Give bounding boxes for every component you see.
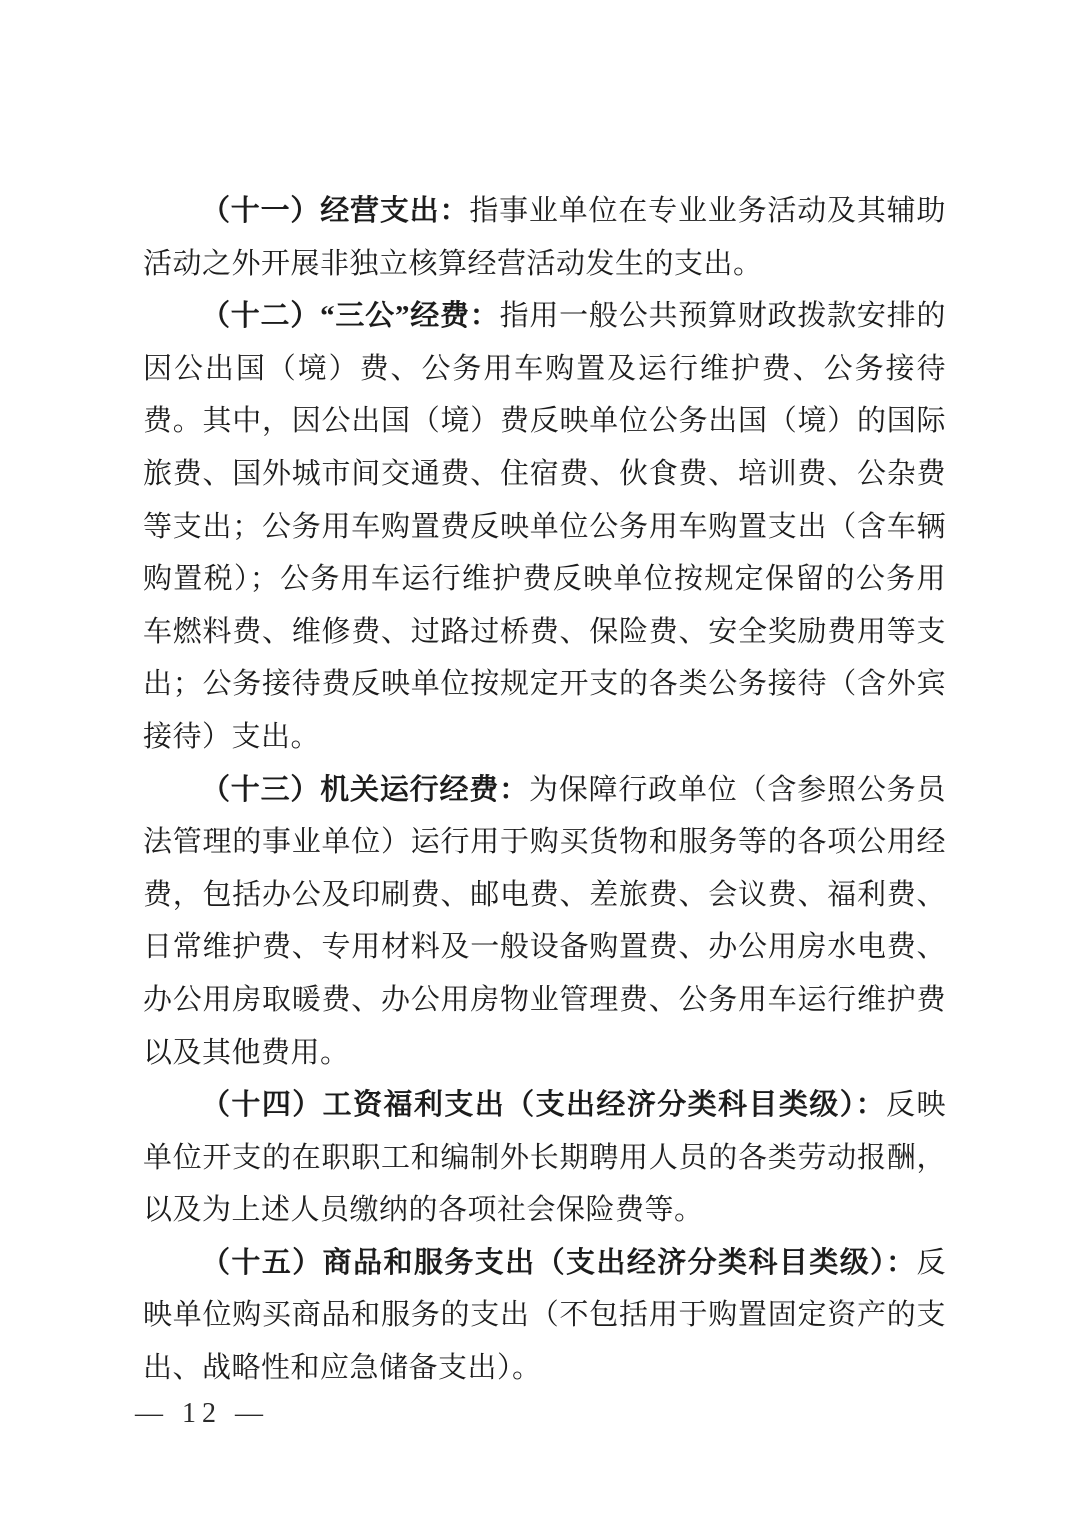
paragraph-item-13 (143, 764, 946, 1080)
document-body (143, 185, 946, 1395)
paragraph-item-14 (143, 1079, 946, 1237)
paragraph-lead: （十五）商品和服务支出（支出经济分类科目类级）： (201, 1246, 917, 1279)
paragraph-body: 指事业单位在专业业务活动及其辅助活动之外开展非独立核算经营活动发生的支出。 (143, 195, 946, 280)
paragraph-item-11 (143, 185, 946, 290)
paragraph-item-12 (143, 290, 946, 763)
paragraph-body: 反映单位购买商品和服务的支出（不包括用于购置固定资产的支出、战略性和应急储备支出）。 (143, 1246, 946, 1385)
paragraph-body: 反映单位开支的在职职工和编制外长期聘用人员的各类劳动报酬，以及为上述人员缴纳的各项社会保险费等。 (143, 1089, 946, 1227)
paragraph-lead: （十二）“三公”经费： (201, 300, 500, 333)
paragraph-body: 为保障行政单位（含参照公务员法管理的事业单位）运行用于购买货物和服务等的各项公用经费，包括办公及印刷费、邮电费、差旅费、会议费、福利费、日常维护费、专用材料及一般设备购置费、办公用房水电费、办公用房取暖费、办公用房物业管理费、公务用车运行维护费以及其他费用。 (143, 773, 946, 1069)
paragraph-body: 指用一般公共预算财政拨款安排的因公出国（境）费、公务用车购置及运行维护费、公务接待费。其中，因公出国（境）费反映单位公务出国（境）的国际旅费、国外城市间交通费、住宿费、伙食费、培训费、公杂费等支出；公务用车购置费反映单位公务用车购置支出（含车辆购置税）；公务用车运行维护费反映单位按规定保留的公务用车燃料费、维修费、过路过桥费、保险费、安全奖励费用等支出；公务接待费反映单位按规定开支的各类公务接待（含外宾接待）支出。 (143, 300, 946, 753)
paragraph-item-15 (143, 1237, 946, 1395)
paragraph-lead: （十四）工资福利支出（支出经济分类科目类级）： (201, 1089, 887, 1122)
paragraph-lead: （十三）机关运行经费： (201, 773, 529, 806)
paragraph-lead: （十一）经营支出： (201, 195, 470, 227)
page-number: — 12 — (135, 1398, 269, 1429)
